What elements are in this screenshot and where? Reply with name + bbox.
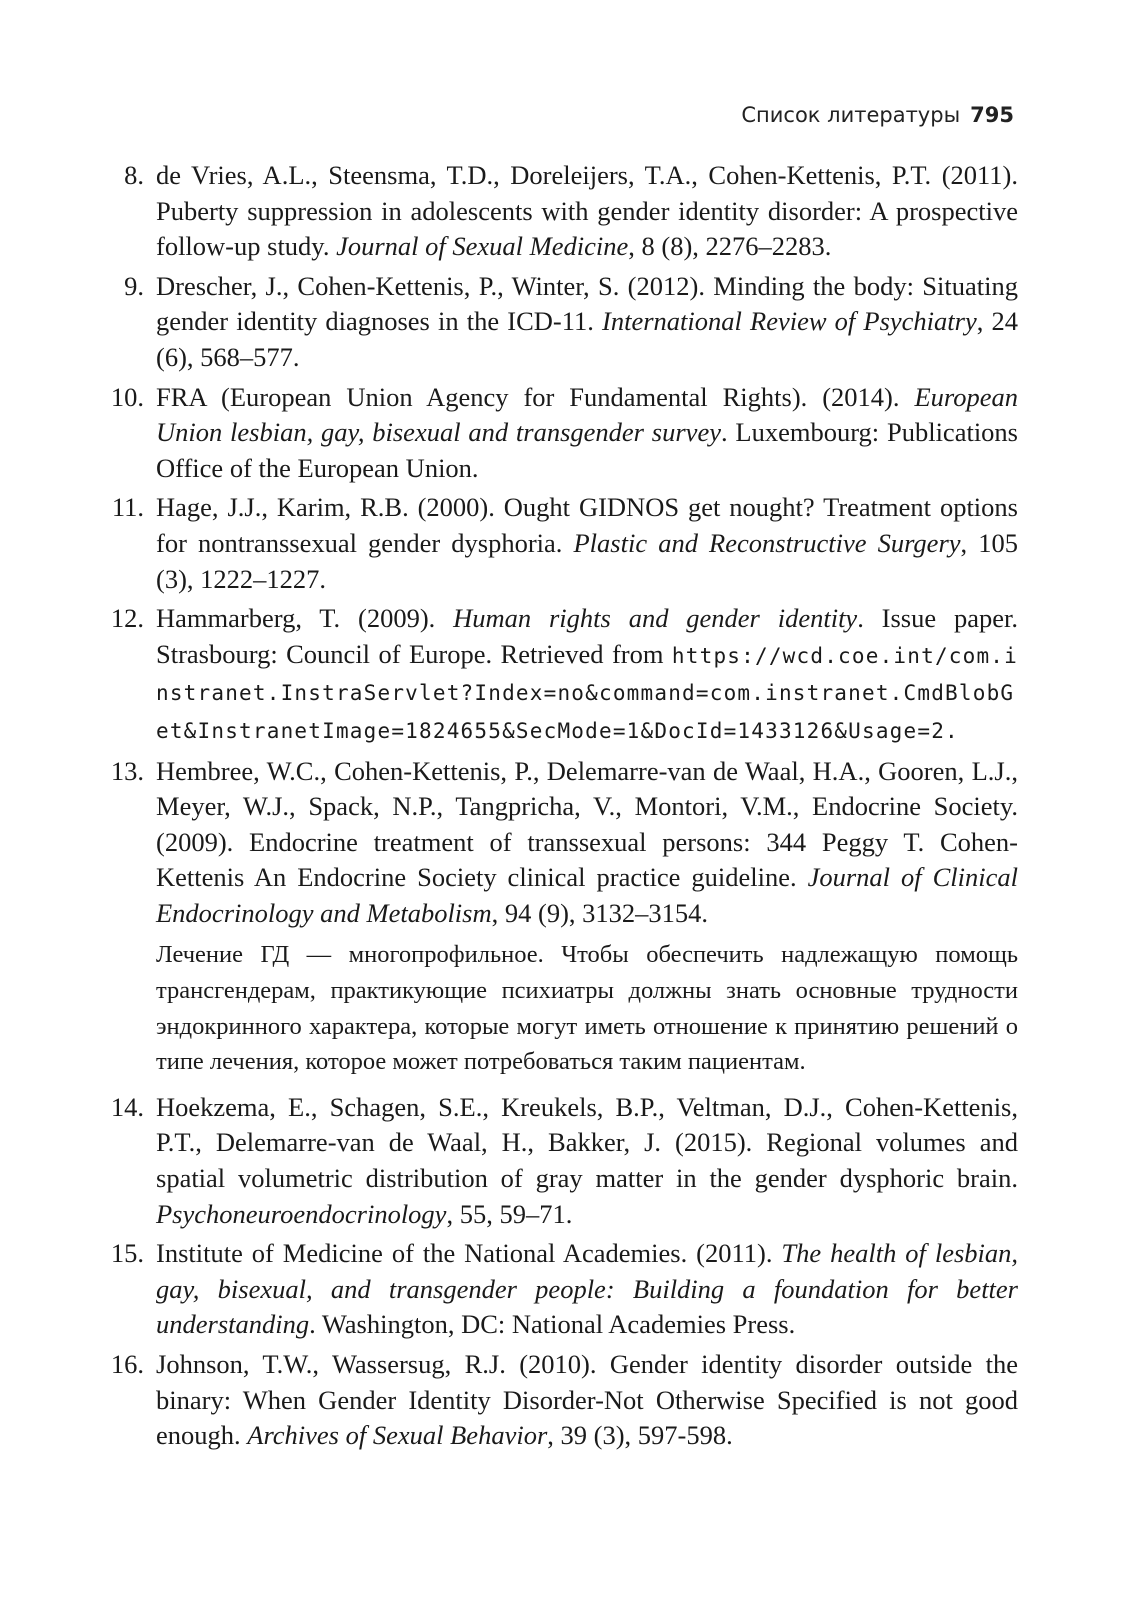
reference-number: 11. bbox=[111, 492, 144, 523]
reference-text: . Washington, DC: National Academies Press. bbox=[309, 1309, 796, 1340]
reference-text: Hage, J.J., Karim, R.B. (2000). Ought GIDNOS get nought? Treatment options for nontranssexual gender dysphoria. bbox=[156, 492, 1018, 558]
reference-text: , 8 (8), 2276–2283. bbox=[628, 231, 832, 262]
reference-list bbox=[106, 158, 1018, 1458]
reference-item bbox=[106, 1236, 1018, 1343]
reference-text: , 39 (3), 597-598. bbox=[547, 1420, 733, 1451]
reference-source-title: The health of lesbian, gay, bisexual, and transgender people: Building a foundation for better understanding bbox=[156, 1238, 1019, 1340]
reference-item bbox=[106, 380, 1018, 487]
reference-source-title: Archives of Sexual Behavior bbox=[247, 1420, 548, 1451]
reference-item bbox=[106, 1347, 1018, 1454]
reference-text: Johnson, T.W., Wassersug, R.J. (2010). Gender identity disorder outside the binary: When Gender Identity Disorder-Not Otherwise Specified is not good enough. bbox=[156, 1349, 1018, 1451]
reference-text: Drescher, J., Cohen-Kettenis, P., Winter, S. (2012). Minding the body: Situating gender identity diagnoses in the ICD-11. bbox=[156, 270, 1018, 337]
reference-source-title: European Union lesbian, gay, bisexual and transgender survey bbox=[156, 381, 1018, 448]
reference-item bbox=[106, 490, 1018, 597]
reference-number: 16. bbox=[110, 1349, 144, 1379]
reference-text: Hammarberg, T. (2009). bbox=[156, 603, 454, 634]
reference-text: . Issue paper. Strasbourg: Council of Europe. Retrieved from bbox=[156, 603, 1018, 669]
reference-text: . Luxembourg: Publications Office of the European Union. bbox=[156, 417, 1018, 483]
reference-item bbox=[106, 1090, 1018, 1232]
reference-number: 9. bbox=[124, 270, 144, 301]
reference-text: FRA (European Union Agency for Fundamental Rights). (2014). bbox=[156, 381, 915, 412]
reference-number: 15. bbox=[110, 1238, 144, 1269]
reference-number: 12. bbox=[110, 603, 144, 634]
reference-text: , 24 (6), 568–577. bbox=[156, 306, 1018, 372]
section-title: Список литературы bbox=[741, 103, 961, 127]
reference-source-title: Journal of Sexual Medicine bbox=[336, 231, 629, 262]
running-head bbox=[741, 100, 1014, 130]
page-number: 795 bbox=[970, 103, 1014, 127]
reference-annotation: Лечение ГД — многопрофильное. Чтобы обеспечить надлежащую помощь трансгендерам, практикующие психиатры должны знать основные трудности эндокринного характера, которые могут иметь отношение к принятию решений о типе лечения, которое может потребоваться таким пациентам. bbox=[156, 941, 1018, 1076]
reference-source-title: Journal of Clinical Endocrinology and Metabolism bbox=[156, 862, 1018, 928]
reference-source-title: Human rights and gender identity bbox=[453, 603, 858, 634]
reference-text: , 94 (9), 3132–3154. bbox=[491, 897, 709, 928]
reference-source-title: Plastic and Reconstructive Surgery bbox=[573, 527, 961, 558]
reference-text: de Vries, A.L., Steensma, T.D., Doreleijers, T.A., Cohen-Kettenis, P.T. (2011). Puberty suppression in adolescents with gender identity disorder: A prospective follow-up study. bbox=[156, 160, 1018, 262]
reference-number: 8. bbox=[124, 160, 144, 190]
reference-item bbox=[106, 601, 1018, 749]
reference-text: , 55, 59–71. bbox=[446, 1198, 573, 1229]
reference-item bbox=[106, 754, 1018, 932]
reference-source-title: Psychoneuroendocrinology bbox=[156, 1198, 447, 1229]
reference-source-title: International Review of Psychiatry bbox=[602, 306, 977, 337]
reference-item bbox=[106, 158, 1018, 265]
reference-text: Hembree, W.C., Cohen-Kettenis, P., Delemarre-van de Waal, H.A., Gooren, L.J., Meyer, W.J., Spack, N.P., Tangpricha, V., Montori, V.M., Endocrine Society. (2009). Endocrine treatment of transsexual persons: 344 Peggy T. Cohen-Kettenis An Endocrine Society clinical practice guideline. bbox=[156, 755, 1018, 893]
reference-url: https://wcd.coe.int/com.instranet.InstraServlet?Index=no&command=com.instranet.CmdBlobGet&InstranetImage=1824655&SecMode=1&DocId=1433126&Usage=2. bbox=[156, 643, 1018, 743]
reference-text: Institute of Medicine of the National Academies. (2011). bbox=[156, 1238, 782, 1269]
reference-text: Hoekzema, E., Schagen, S.E., Kreukels, B.P., Veltman, D.J., Cohen-Kettenis, P.T., Delemarre-van de Waal, H., Bakker, J. (2015). Regional volumes and spatial volumetric distribution of gray matter in the gender dysphoric brain. bbox=[156, 1091, 1018, 1194]
reference-text: , 105 (3), 1222–1227. bbox=[156, 527, 1019, 594]
reference-number: 13. bbox=[110, 755, 144, 786]
reference-number: 10. bbox=[110, 381, 144, 412]
reference-item bbox=[106, 269, 1018, 376]
reference-number: 14. bbox=[110, 1091, 144, 1122]
